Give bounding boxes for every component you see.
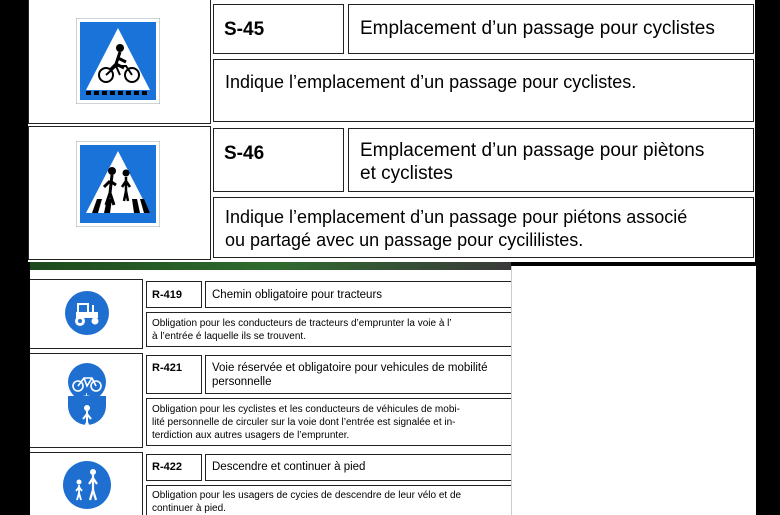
r422-code-cell [146,454,202,481]
pedestrian-cyclist-crossing-sign-icon [76,141,160,227]
r422-description-line1: Obligation pour les usagers de cycies de descendre de leur vélo et de [152,490,462,501]
s45-code: S-45 [224,19,265,40]
divider-strip [30,262,511,270]
s46-code: S-46 [224,143,265,164]
s46-title-cell [348,128,754,192]
r421-title-cell [205,355,511,394]
r422-description-cell [146,485,511,515]
s45-code-cell [213,4,344,54]
r421-description-line2: lité personnelle de circuler sur la voie dont l’entrée est signalée et in- [152,417,456,428]
s45-description: Indique l’emplacement d’un passage pour cyclistes. [225,72,637,92]
r421-title-line2: personnelle [212,376,272,388]
tractor-sign-icon [64,290,110,336]
r419-title: Chemin obligatoire pour tracteurs [212,289,383,301]
r421-description-cell [146,398,511,446]
s46-description-line1: Indique l’emplacement d’un passage pour piétons associé [225,207,688,227]
s46-code-cell [213,128,344,192]
pedestrian-sign-icon [64,396,110,438]
r421-description-line1: Obligation pour les cyclistes et les conducteurs de véhicules de mobi- [152,404,460,415]
r421-code: R-421 [152,362,182,374]
s45-title: Emplacement d’un passage pour cyclistes [360,18,715,39]
r419-description-line2: à l’entrée é laquelle ils se trouvent. [152,331,306,342]
walk-with-bike-sign-icon [62,460,112,510]
s46-description-cell [213,197,754,258]
r419-code-cell [146,281,202,308]
r422-code: R-422 [152,461,182,473]
r421-title-line1: Voie réservée et obligatoire pour vehicules de mobilité [212,362,488,374]
r422-title-cell [205,454,511,481]
r419-description-cell [146,312,511,347]
r421-code-cell [146,355,202,394]
r419-code: R-419 [152,289,182,301]
s45-description-cell [213,59,754,122]
s46-description-line2: ou partagé avec un passage pour cycililistes. [225,230,584,250]
right-blank-area [511,266,756,515]
r421-description-line3: terdiction aux autres usagers de l’emprunter. [152,430,350,441]
r422-title: Descendre et continuer à pied [212,461,366,473]
r422-description-line2: continuer à pied. [152,503,226,514]
r419-description-line1: Obligation pour les conducteurs de tracteurs d’emprunter la voie à l’ [152,318,452,329]
s45-title-cell [348,4,754,54]
s46-title-line1: Emplacement d’un passage pour piètons [360,140,705,161]
r419-title-cell [205,281,511,308]
s46-title-line2: et cyclistes [360,163,453,184]
cyclist-crossing-sign-icon [76,18,160,104]
